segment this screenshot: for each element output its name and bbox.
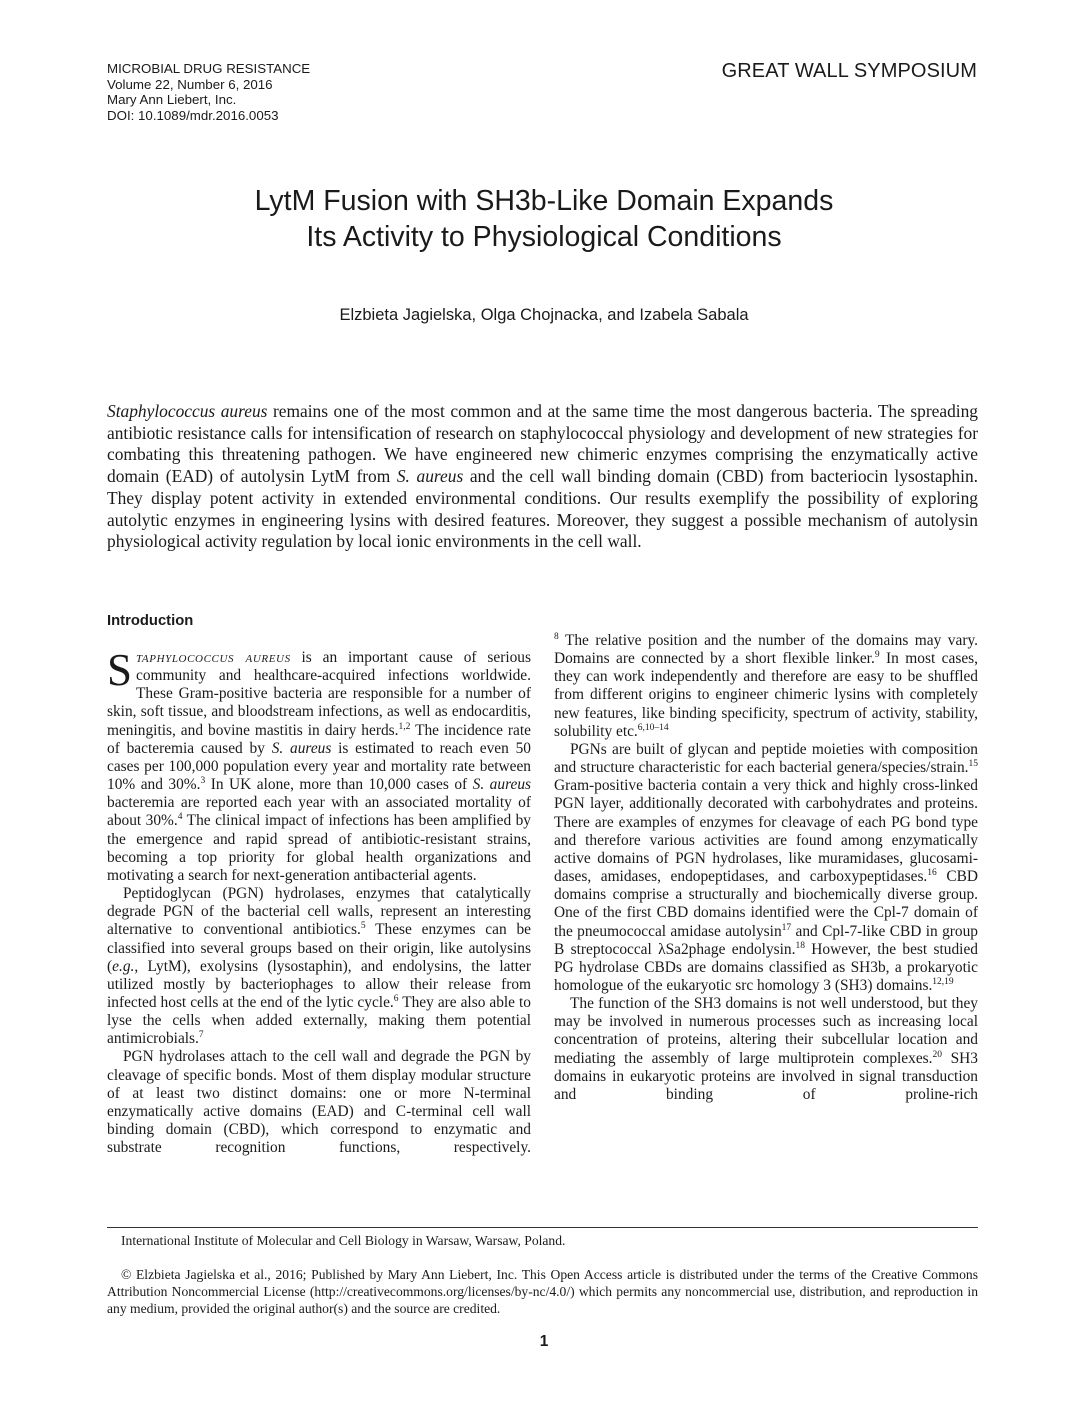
text-run: bacteremia are reported each year with an associated mortality of about 30%. bbox=[107, 794, 531, 830]
citation-ref: 20 bbox=[932, 1049, 942, 1060]
text-run: PGN hydrolases attach to the cell wall and degrade the PGN by cleavage of specific bonds. Most of them display modular structure of at least two distinct domains: one or more N-terminal enzymatically active domains (EAD) and C-terminal cell wall binding domain (CBD), which correspond to enzymatic and substrate recognition functions, respectively. bbox=[107, 1048, 531, 1157]
intro-paragraph-4 bbox=[554, 741, 978, 995]
text-run: However, the best studied PG hydrolase CBDs are domains classified as SH3b, a prokaryotic homologue of the eukaryotic src homology 3 (SH3) domains. bbox=[554, 940, 978, 994]
text-run: They are also able to lyse the cells when added externally, making them potential antimicrobials. bbox=[107, 993, 531, 1048]
citation-ref: 17 bbox=[781, 922, 792, 933]
text-run: In UK alone, more than 10,000 cases of bbox=[205, 776, 473, 794]
text-run: and Cpl-7-like CBD in group B streptococcal λSa2phage endolysin. bbox=[554, 922, 978, 958]
text-run: CBD domains comprise a structurally and biochemically diverse group. One of the first CBD domains identified were the Cpl-7 domain of the pneumococcal amidase autolysin bbox=[554, 868, 978, 940]
text-run: In most cases, they can work independently and therefore are easy to be shuffled from different origins to engineer chimeric lysins with completely new features, like binding specificity, spectrum of activity, stability, solubility etc. bbox=[554, 650, 978, 740]
text-run: The incidence rate of bacteremia caused by bbox=[107, 721, 531, 757]
abstract-text-1: remains one of the most common and at the same time the most dangerous bacteria. The spreading antibiotic resistance calls for intensification of research on staphylococcal physiology and development of new strategies for combating this threatening pathogen. We have engineered new chimeric enzymes comprising the enzymatically active domain (EAD) of autolysin LytM from bbox=[107, 401, 979, 487]
text-run: The function of the SH3 domains is not well understood, but they may be involved in numerous processes such as increasing local concentration of proteins, altering their subcellular location and mediating the assembly of large multiprotein complexes. bbox=[554, 995, 978, 1067]
abstract-species-abbrev: S. aureus bbox=[396, 466, 464, 487]
citation-ref: 12,19 bbox=[932, 976, 954, 987]
abstract bbox=[107, 401, 978, 553]
abstract-text-2: and the cell wall binding domain (CBD) from bacteriocin lysostaphin. They display potent activity in extended environmental conditions. Our results exemplify the possibility of exploring autolytic enzymes in engineering lysins with desired features. Moreover, they suggest a possible mechanism of autolysin physiological activity regulation by local ionic environments in the cell wall. bbox=[107, 466, 978, 552]
title-line-2: Its Activity to Physiological Conditions bbox=[306, 221, 782, 253]
intro-paragraph-5 bbox=[554, 995, 978, 1104]
citation-ref: 5 bbox=[360, 921, 366, 932]
text-run: PGNs are built of glycan and peptide moieties with composition and structure characteristic for each bacterial genera/species/strain. bbox=[554, 740, 978, 777]
citation-ref: 7 bbox=[198, 1030, 204, 1041]
footnote-divider bbox=[107, 1227, 978, 1228]
text-run: These enzymes can be classified into several groups based on their origin, like autolysins ( bbox=[107, 921, 531, 975]
intro-paragraph-2 bbox=[107, 885, 531, 1048]
species-smallcaps: taphylococcus aureus bbox=[136, 649, 291, 666]
journal-publisher: Mary Ann Liebert, Inc. bbox=[107, 92, 237, 108]
text-run: The relative position and the number of the domains may vary. Domains are connected by a short flexible linker. bbox=[554, 632, 978, 668]
author-list: Elzbieta Jagielska, Olga Chojnacka, and Izabela Sabala bbox=[339, 306, 749, 324]
text-run: Gram-positive bacteria contain a very thick and highly cross-linked PGN layer, additionally decorated with carbohydrates and proteins. There are examples of enzymes for cleavage of each PG bond type and therefore various activities are found among enzymatically active domains of PGN hydrolases, like muramidases, glucosamidases, amidases, endopeptidases, and carboxypeptidases. bbox=[554, 777, 978, 886]
text-run: is estimated to reach even 50 cases per 100,000 population every year and mortality rate between 10% and 30%. bbox=[107, 739, 531, 794]
body-column-right bbox=[554, 632, 978, 1104]
citation-ref: 18 bbox=[795, 940, 805, 951]
intro-paragraph-1 bbox=[107, 645, 532, 885]
citation-ref: 9 bbox=[874, 650, 880, 661]
italic-eg: e.g. bbox=[112, 957, 135, 975]
citation-ref: 6,10–14 bbox=[637, 722, 669, 733]
title-line-1: LytM Fusion with SH3b-Like Domain Expands bbox=[254, 185, 834, 217]
section-label: GREAT WALL SYMPOSIUM bbox=[721, 60, 977, 82]
citation-ref: 16 bbox=[927, 868, 937, 879]
citation-ref: 1,2 bbox=[398, 721, 411, 732]
citation-ref: 6 bbox=[393, 993, 399, 1004]
citation-ref: 8 bbox=[554, 632, 559, 642]
citation-ref: 3 bbox=[200, 776, 206, 787]
text-run: Peptidoglycan (PGN) hydrolases, enzymes that catalytically degrade PGN of the bacterial cell walls, represent an interesting alternative to conventional antibiotics. bbox=[107, 885, 531, 939]
journal-info bbox=[107, 61, 310, 123]
italic-species: S. aureus bbox=[472, 776, 532, 794]
italic-species: S. aureus bbox=[271, 739, 332, 757]
text-run: The clinical impact of infections has been amplified by the emergence and rapid spread of antibiotic-resistant strains, becoming a top priority for global health organizations and motivating a search for next-generation antibacterial agents. bbox=[107, 812, 531, 884]
article-title bbox=[0, 183, 1088, 255]
citation-ref: 4 bbox=[177, 812, 183, 823]
drop-cap: S bbox=[107, 645, 133, 695]
citation-ref: 15 bbox=[968, 759, 978, 770]
license-footnote: © Elzbieta Jagielska et al., 2016; Published by Mary Ann Liebert, Inc. This Open Access article is distributed under the terms of the Creative Commons Attribution Noncommercial License (http://creativecommons.org/licenses/by-nc/4.0/) which permits any noncommercial use, distribution, and reproduction in any medium, provided the original author(s) and the source are credited. bbox=[107, 1267, 978, 1316]
body-column-left bbox=[107, 612, 531, 1157]
text-run: is an important cause of serious community and healthcare-acquired infections worldwide. These Gram-positive bacteria are responsible for a number of skin, soft tissue, and bloodstream infections, as well as endocarditis, meningitis, and bovine mastitis in dairy herds. bbox=[107, 649, 531, 739]
intro-paragraph-3-end bbox=[554, 632, 978, 741]
text-run: SH3 domains in eukaryotic proteins are involved in signal transduction and binding of proline-rich bbox=[554, 1049, 978, 1103]
journal-name: MICROBIAL DRUG RESISTANCE bbox=[107, 61, 311, 76]
intro-paragraph-3-start bbox=[107, 1048, 531, 1157]
journal-doi: DOI: 10.1089/mdr.2016.0053 bbox=[107, 107, 279, 123]
page-number: 1 bbox=[539, 1333, 549, 1350]
abstract-species: Staphylococcus aureus bbox=[107, 401, 268, 421]
introduction-heading: Introduction bbox=[107, 613, 194, 629]
text-run: , LytM), exolysins (lysostaphin), and endolysins, the latter utilized mostly by bacteriophages to allow their release from infected host cells at the end of the lytic cycle. bbox=[107, 957, 531, 1011]
journal-volume: Volume 22, Number 6, 2016 bbox=[107, 76, 273, 92]
affiliation-footnote: International Institute of Molecular and Cell Biology in Warsaw, Warsaw, Poland. bbox=[121, 1233, 566, 1248]
